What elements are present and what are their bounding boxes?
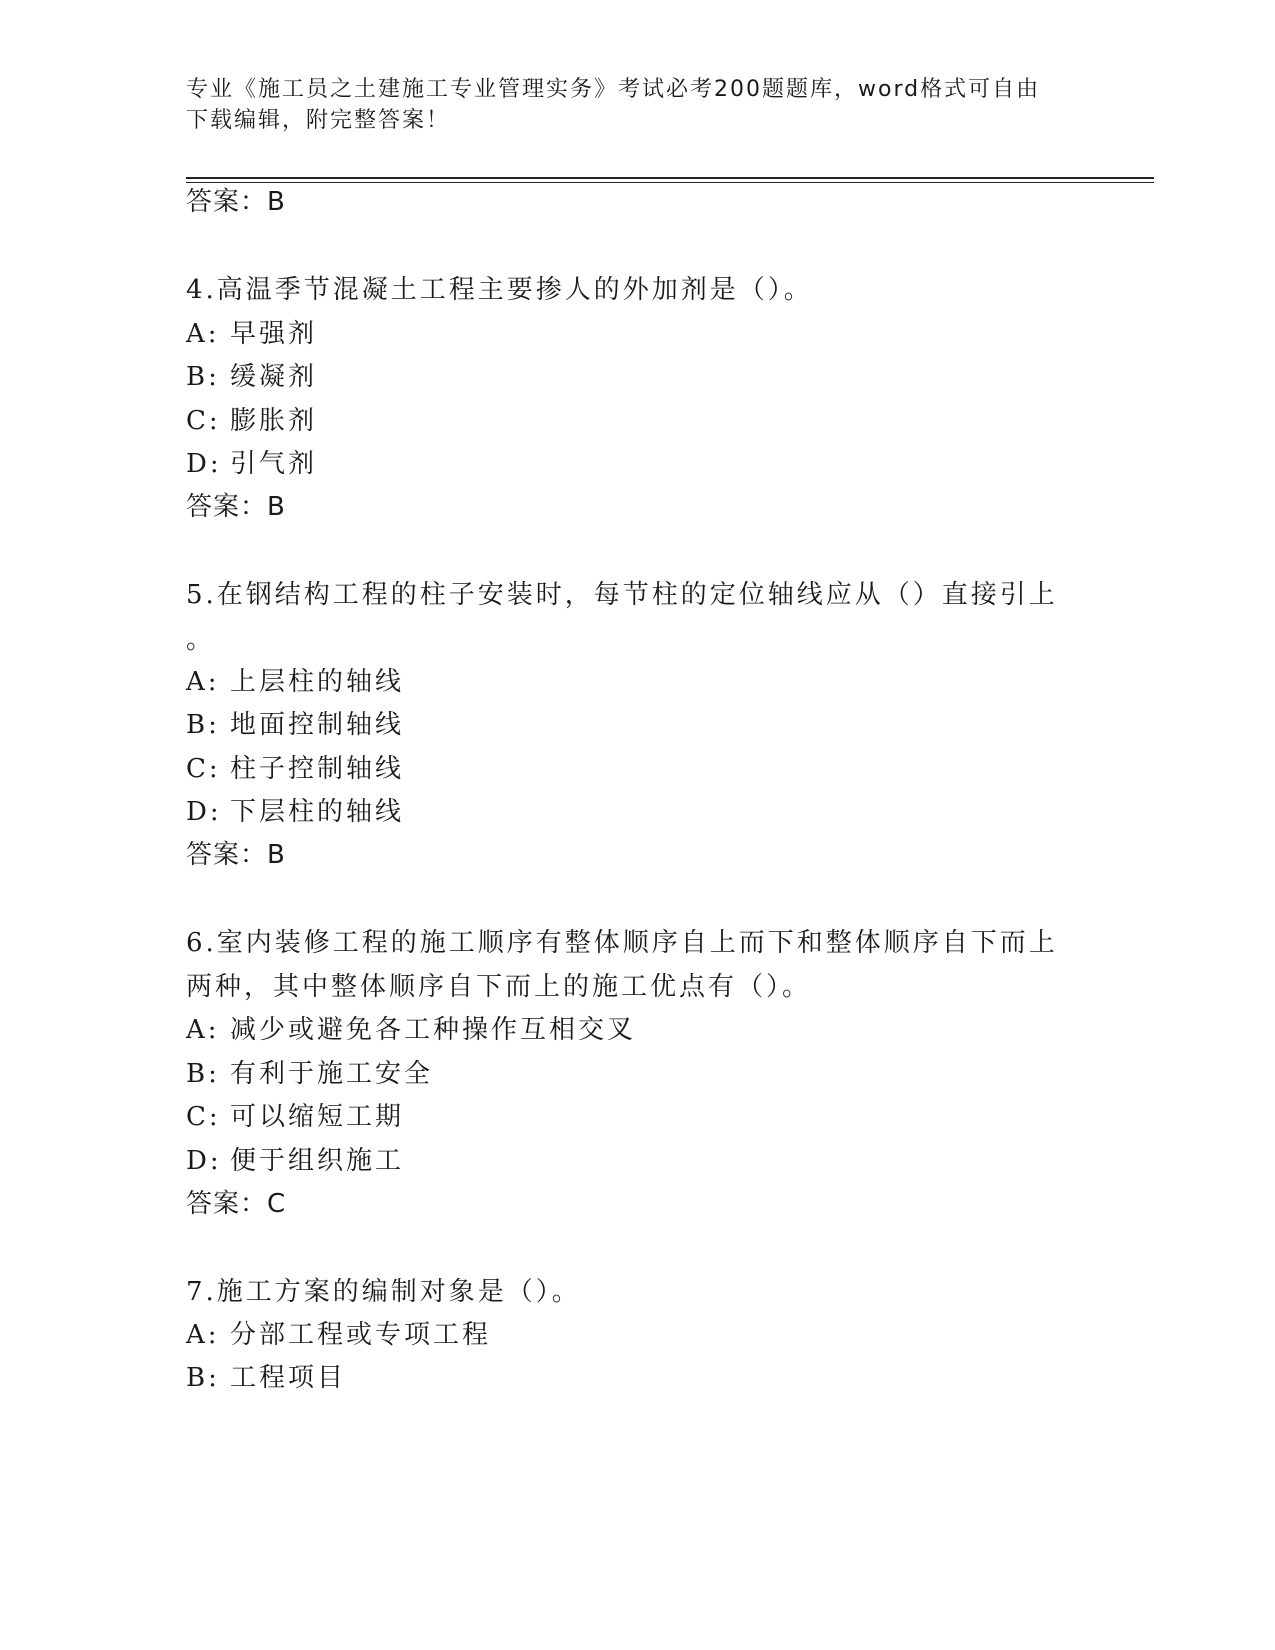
question-5-option-c: C: 柱子控制轴线 [186,754,405,784]
header-line-1: 专业《施工员之土建施工专业管理实务》考试必考200题题库，word格式可自由 [186,77,1041,102]
question-5-text: 5.在钢结构工程的柱子安装时，每节柱的定位轴线应从（）直接引上 [186,580,1058,610]
question-4-option-d: D: 引气剂 [186,449,318,479]
question-4-option-c: C: 膨胀剂 [186,406,318,436]
question-5-option-d: D: 下层柱的轴线 [186,797,405,827]
question-7-option-a: A: 分部工程或专项工程 [186,1320,492,1350]
header-rule-thin [186,182,1154,183]
question-6-answer: 答案：C [186,1189,287,1219]
question-5-text-cont: 。 [186,625,216,655]
question-5-answer: 答案：B [186,840,286,870]
question-4-answer: 答案：B [186,492,286,522]
header-line-2: 下载编辑，附完整答案！ [186,108,451,133]
answer-line: 答案：B [186,187,286,217]
question-6-option-a: A: 减少或避免各工种操作互相交叉 [186,1015,637,1045]
question-6-text: 6.室内装修工程的施工顺序有整体顺序自上而下和整体顺序自下而上 [186,928,1058,958]
question-4-option-a: A: 早强剂 [186,319,318,349]
question-5-option-a: A: 上层柱的轴线 [186,667,405,697]
question-7-option-b: B: 工程项目 [186,1363,347,1393]
document-header [186,74,1066,136]
question-6-option-b: B: 有利于施工安全 [186,1059,434,1089]
question-7-text: 7.施工方案的编制对象是（）。 [186,1277,581,1307]
question-6-text-cont: 两种，其中整体顺序自下而上的施工优点有（）。 [186,972,812,1002]
question-5-option-b: B: 地面控制轴线 [186,710,405,740]
question-4-text: 4.高温季节混凝土工程主要掺人的外加剂是（）。 [186,275,813,305]
header-rule-thick [186,177,1154,179]
question-6-option-d: D: 便于组织施工 [186,1146,405,1176]
question-4-option-b: B: 缓凝剂 [186,362,318,392]
question-6-option-c: C: 可以缩短工期 [186,1102,405,1132]
